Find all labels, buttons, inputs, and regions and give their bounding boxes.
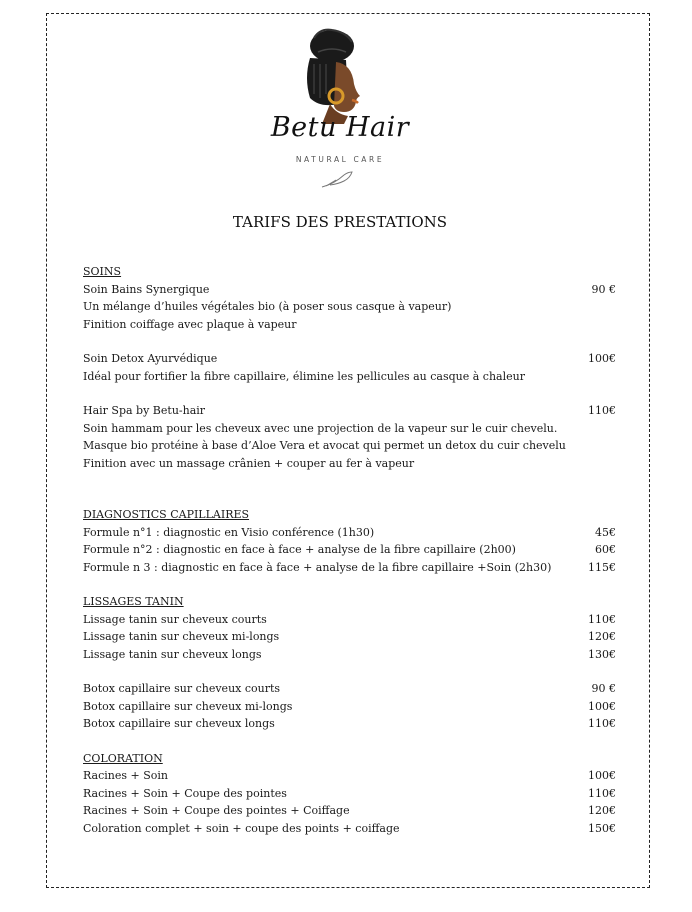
section-heading-coloration: COLORATION <box>83 751 163 765</box>
service-row <box>83 524 616 542</box>
service-name: Racines + Soin <box>83 769 168 782</box>
service-price: 100€ <box>588 352 616 365</box>
service-price: 110€ <box>588 612 616 626</box>
service-name: Racines + Soin + Coupe des pointes <box>83 786 287 800</box>
service-price: 120€ <box>588 630 616 643</box>
service-name: Soin Bains Synergique <box>83 282 210 296</box>
service-name: Botox capillaire sur cheveux longs <box>83 717 275 730</box>
service-price: 100€ <box>588 769 616 782</box>
service-description: Masque bio protéine à base d’Aloe Vera et avocat qui permet un detox du cuir chevelu <box>83 439 566 452</box>
service-price: 110€ <box>588 786 616 800</box>
service-name: Lissage tanin sur cheveux longs <box>83 647 262 661</box>
service-price: 115€ <box>588 560 616 574</box>
service-row <box>83 611 616 629</box>
service-description: Un mélange d’huiles végétales bio (à poser sous casque à vapeur) <box>83 300 452 313</box>
service-price: 60€ <box>595 543 616 556</box>
brand-name: Betu Hair <box>270 112 410 143</box>
feather-icon <box>320 170 356 190</box>
service-price: 90 € <box>591 682 616 695</box>
service-name: Botox capillaire sur cheveux mi-longs <box>83 699 293 713</box>
service-description: Finition avec un massage crânien + couper au fer à vapeur <box>83 456 415 470</box>
service-row <box>83 767 616 785</box>
service-price: 110€ <box>588 404 616 417</box>
service-name: Coloration complet + soin + coupe des points + coiffage <box>83 821 400 835</box>
service-price: 100€ <box>588 699 616 713</box>
service-row <box>83 802 616 820</box>
service-price: 90 € <box>591 282 616 296</box>
service-price: 130€ <box>588 647 616 661</box>
service-name: Lissage tanin sur cheveux mi-longs <box>83 630 280 643</box>
service-name: Botox capillaire sur cheveux courts <box>83 682 281 695</box>
service-description: Finition coiffage avec plaque à vapeur <box>83 317 297 331</box>
service-name: Lissage tanin sur cheveux courts <box>83 612 267 626</box>
service-row <box>83 698 616 716</box>
section-heading-diagnostics: DIAGNOSTICS CAPILLAIRES <box>83 508 250 521</box>
service-description: Idéal pour fortifier la fibre capillaire, élimine les pellicules au casque à chaleur <box>83 369 525 383</box>
price-list <box>83 263 616 837</box>
service-description: Soin hammam pour les cheveux avec une projection de la vapeur sur le cuir chevelu. <box>83 421 558 435</box>
service-name: Racines + Soin + Coupe des pointes + Coiffage <box>83 804 350 817</box>
service-price: 120€ <box>588 804 616 817</box>
service-row <box>83 628 616 646</box>
service-row <box>83 402 616 420</box>
section-heading-soins: SOINS <box>83 265 122 278</box>
service-name: Soin Detox Ayurvédique <box>83 352 218 365</box>
service-name: Formule n 3 : diagnostic en face à face + analyse de la fibre capillaire +Soin (2h30) <box>83 560 552 574</box>
service-row <box>83 559 616 577</box>
service-row <box>83 785 616 803</box>
service-name: Hair Spa by Betu-hair <box>83 404 206 417</box>
service-price: 45€ <box>595 525 616 539</box>
service-name: Formule n°1 : diagnostic en Visio conférence (1h30) <box>83 525 375 539</box>
woman-portrait-logo <box>270 24 410 194</box>
service-row <box>83 715 616 733</box>
service-row <box>83 541 616 559</box>
brand-tagline: NATURAL CARE <box>295 155 385 164</box>
service-name: Formule n°2 : diagnostic en face à face + analyse de la fibre capillaire (2h00) <box>83 543 516 556</box>
service-price: 150€ <box>588 821 616 835</box>
service-row <box>83 350 616 368</box>
service-row <box>83 281 616 299</box>
service-row <box>83 646 616 664</box>
service-row <box>83 820 616 838</box>
section-heading-lissages: LISSAGES TANIN <box>83 595 184 608</box>
page-title: TARIFS DES PRESTATIONS <box>232 213 448 231</box>
service-price: 110€ <box>588 717 616 730</box>
service-row <box>83 680 616 698</box>
